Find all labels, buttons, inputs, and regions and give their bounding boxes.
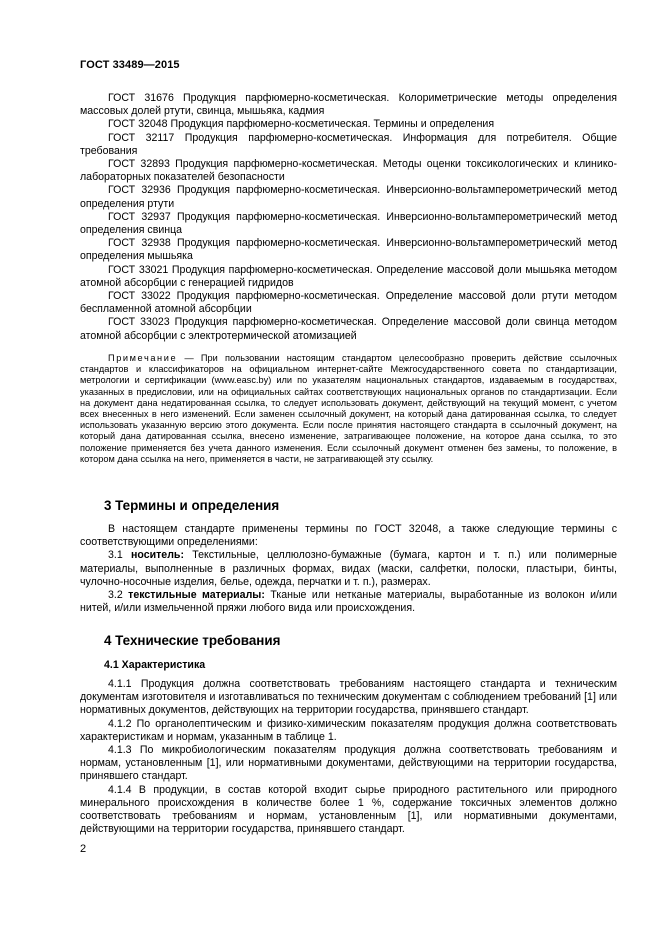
clause-4-1-3: 4.1.3 По микробиологическим показателям продукция должна соответствовать требованиям и нормам, установленным [1], или нормативными документами, действующими на территории государства, принявшего стандарт. (80, 744, 617, 783)
term-definition-3-2 (80, 589, 617, 615)
section-3-body (80, 523, 617, 615)
clause-4-1-4: 4.1.4 В продукции, в состав которой входит сырье природного растительного или природного минерального происхождения в количестве более 1 %, содержание токсичных элементов должно соответствовать требованиям и нормам, установленным [1], или нормативными документами, действующими на территории государства, принявшего стандарт. (80, 783, 617, 836)
reference-item: ГОСТ 33022 Продукция парфюмерно-косметическая. Определение массовой доли ртути методом беспламенной атомной абсорбции (80, 290, 617, 316)
section-3-heading: 3 Термины и определения (104, 498, 280, 513)
term-name: текстильные материалы: (128, 589, 265, 602)
section-4-heading: 4 Технические требования (104, 633, 281, 648)
term-number: 3.2 (108, 589, 129, 602)
term-definition: Тканые или нетканые материалы, выработанные из волокон и/или нитей, и/или измельченной пряжи любого вида или происхождения. (80, 589, 618, 615)
page-number: 2 (80, 843, 87, 855)
term-definition-3-1 (80, 549, 617, 589)
reference-item: ГОСТ 32936 Продукция парфюмерно-косметическая. Инверсионно-вольтамперометрический метод определения ртути (80, 184, 617, 210)
clause-4-1-2: 4.1.2 По органолептическим и физико-химическим показателям продукция должна соответствовать характеристикам и нормам, указанным в таблице 1. (80, 717, 617, 743)
reference-item: ГОСТ 32938 Продукция парфюмерно-косметическая. Инверсионно-вольтамперометрический метод определения мышьяка (80, 237, 617, 263)
term-number: 3.1 (108, 549, 131, 562)
term-definition: Текстильные, целлюлозно-бумажные (бумага, картон и т. п.) или полимерные материалы, выполненные в различных формах, видах (маски, салфетки, полоски, пластыри, бинты, чулочно-носочные изделия, белье, одежда, перчатки и т. п.), размерах. (80, 549, 617, 588)
section-4-body (80, 678, 617, 836)
term-name: носитель: (130, 549, 184, 562)
normative-references-list (80, 92, 617, 343)
reference-item: ГОСТ 32893 Продукция парфюмерно-косметическая. Методы оценки токсикологических и клинико-лабораторных показателей безопасности (80, 158, 617, 184)
section-3-intro: В настоящем стандарте применены термины по ГОСТ 32048, а также следующие термины с соответствующими определениями: (80, 523, 617, 549)
subsection-4-1-heading: 4.1 Характеристика (104, 659, 206, 671)
note-text: — При пользовании настоящим стандартом целесообразно проверить действие ссылочных стандартов и классификаторов на официальном интернет-сайте Межгосударственного совета по стандартизации, метрологии и сертификации (www.easc.by) или по указателям национальных стандартов, издаваемым в государствах, указанных в предисловии, или на официальных сайтах соответствующих национальных органов по стандартизации. Если на документ дана недатированная ссылка, то следует использовать документ, действующий на текущий момент, с учетом всех внесенных в него изменений. Если заменен ссылочный документ, на который дана датированная ссылка, то следует использовать указанную версию этого документа. Если после принятия настоящего стандарта в ссылочный документ, на который дана датированная ссылка, внесено изменение, затрагивающее положение, на которое дана ссылка, то это положение применяется без учета данного изменения. Если ссылочный документ отменен без замены, то положение, в котором дана ссылка на него, применяется в части, не затрагивающей эту ссылку. (80, 353, 617, 464)
note-paragraph (80, 353, 617, 465)
clause-4-1-1: 4.1.1 Продукция должна соответствовать требованиям настоящего стандарта и техническим документам изготовителя и изготавливаться по техническим документам с соблюдением требований [1] или нормативных документов, действующих на территории государства, принявшего стандарт. (80, 678, 617, 717)
document-header: ГОСТ 33489—2015 (80, 59, 180, 71)
reference-item: ГОСТ 31676 Продукция парфюмерно-косметическая. Колориметрические методы определения массовых долей ртути, свинца, мышьяка, кадмия (80, 92, 617, 118)
reference-item: ГОСТ 32117 Продукция парфюмерно-косметическая. Информация для потребителя. Общие требования (80, 131, 617, 157)
reference-item: ГОСТ 32048 Продукция парфюмерно-косметическая. Термины и определения (108, 118, 495, 131)
note-label: Примечание (108, 353, 178, 363)
reference-item: ГОСТ 33023 Продукция парфюмерно-косметическая. Определение массовой доли свинца методом атомной абсорбции с электротермической атомизацией (80, 316, 617, 342)
reference-item: ГОСТ 33021 Продукция парфюмерно-косметическая. Определение массовой доли мышьяка методом атомной абсорбции с генерацией гидридов (80, 263, 617, 289)
reference-item: ГОСТ 32937 Продукция парфюмерно-косметическая. Инверсионно-вольтамперометрический метод определения свинца (80, 210, 617, 237)
